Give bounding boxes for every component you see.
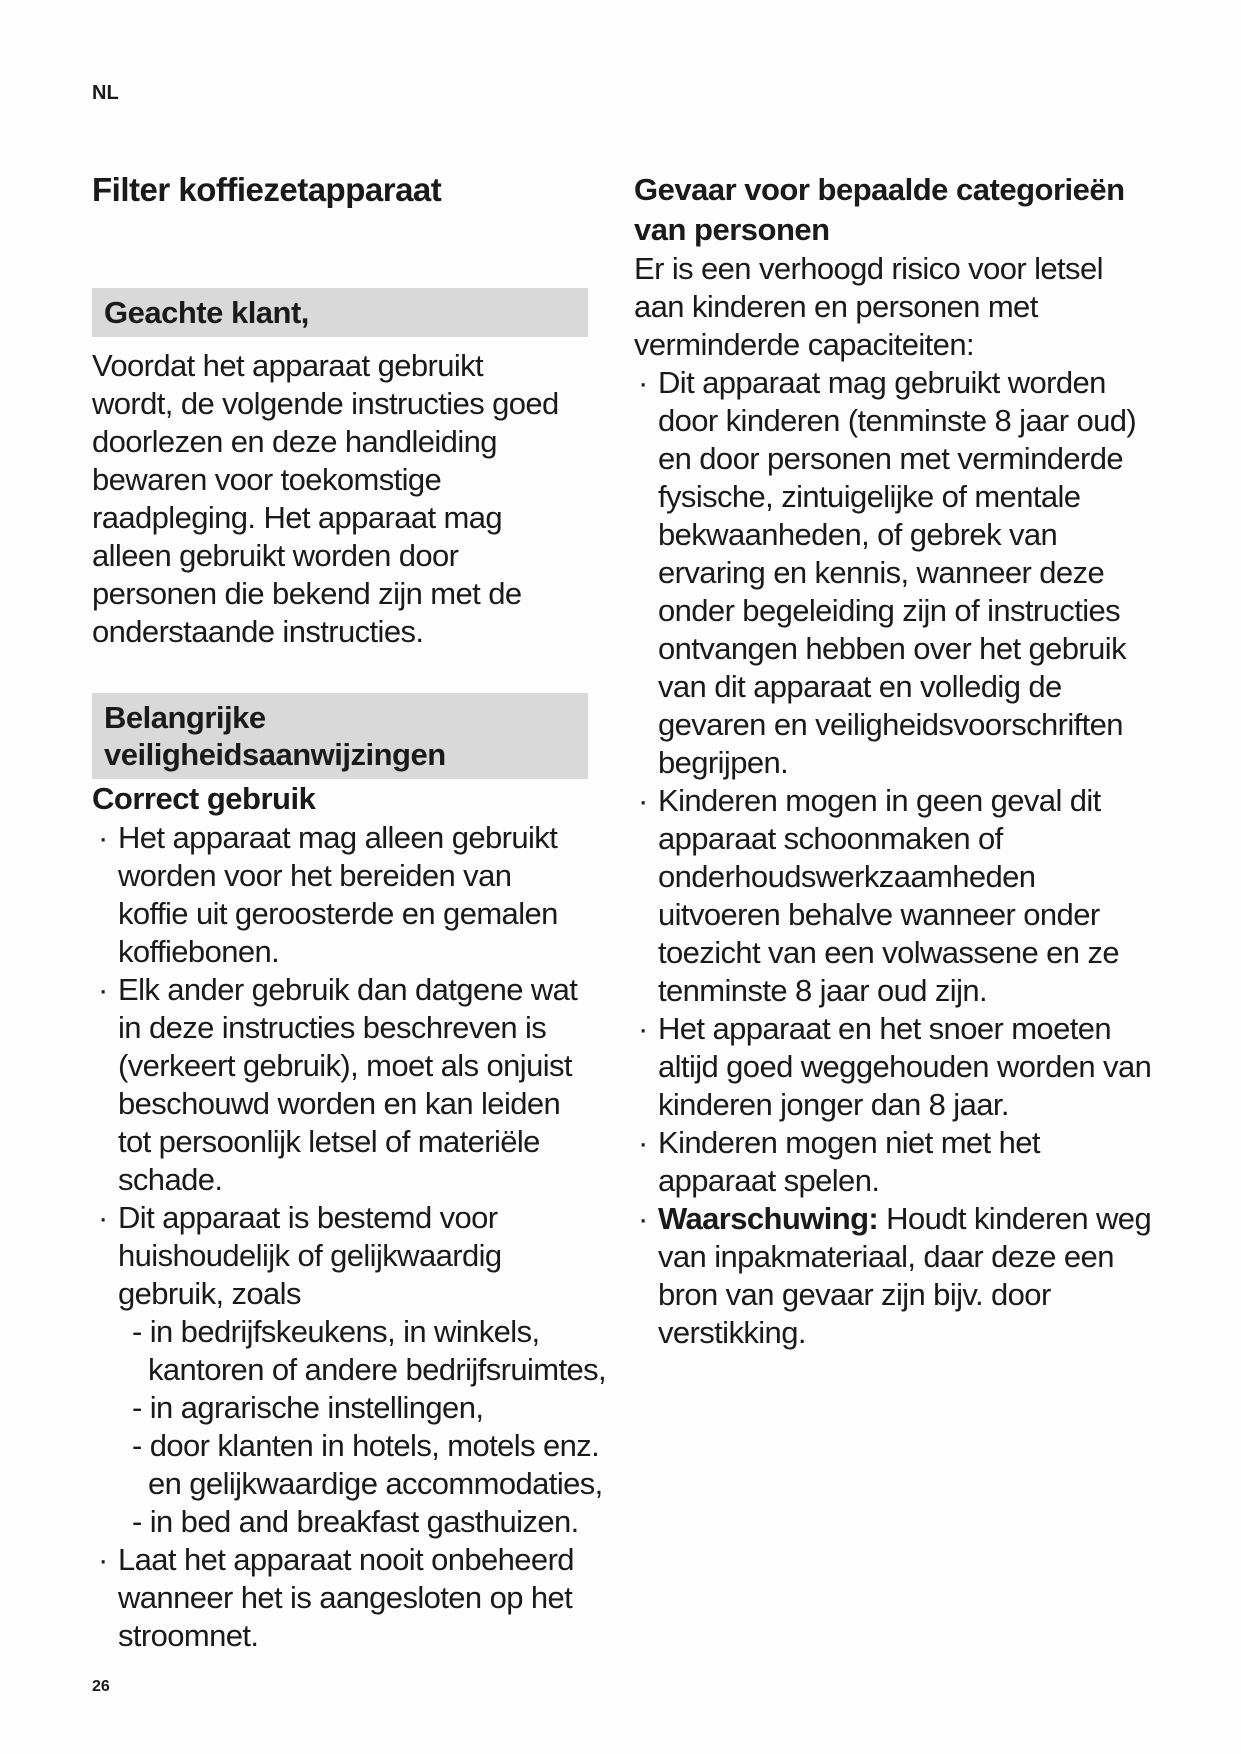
usage-sub-list bbox=[118, 1313, 622, 1541]
language-code: NL bbox=[92, 82, 119, 104]
safety-heading: Belangrijke veiligheidsaanwijzingen bbox=[92, 693, 588, 779]
warning-item: · Waarschuwing: Houdt kinderen weg van inpakmateriaal, daar deze een bron van gevaar zijn bijv. door verstikking. bbox=[638, 1201, 1152, 1350]
list-item: · Elk ander gebruik dan datgene wat in deze instructies beschreven is (verkeert gebruik), moet als onjuist beschouwd worden en kan leiden tot persoonlijk letsel of materiële schade. bbox=[98, 972, 578, 1198]
sub-list-item: - door klanten in hotels, motels enz. en gelijkwaardige accommodaties, bbox=[132, 1428, 603, 1502]
dear-customer-text: Voordat het apparaat gebruikt wordt, de volgende instructies goed doorlezen en deze handleiding bewaren voor toekomstige raadpleging. Het apparaat mag alleen gebruikt worden door personen die bekend zijn met de onderstaande instructies. bbox=[92, 347, 559, 649]
list-item-text: Kinderen mogen niet met het apparaat spelen. bbox=[658, 1125, 1040, 1198]
list-item: · Kinderen mogen in geen geval dit apparaat schoonmaken of onderhoudswerkzaamheden uitvoeren behalve wanneer onder toezicht van een volwassene en ze tenminste 8 jaar oud zijn. bbox=[638, 783, 1120, 1008]
correct-use-list bbox=[92, 819, 607, 1655]
list-item-text: Laat het apparaat nooit onbeheerd wanneer het is aangesloten op het stroomnet. bbox=[118, 1542, 574, 1654]
page-number: 26 bbox=[92, 1678, 110, 1695]
list-item-text: Dit apparaat is bestemd voor huishoudelijk of gelijkwaardig gebruik, zoals bbox=[118, 1200, 502, 1312]
dear-customer-heading: Geachte klant, bbox=[92, 288, 588, 337]
risk-heading: Gevaar voor bepaalde categorieën van personen bbox=[634, 172, 1125, 247]
list-item: · Kinderen mogen niet met het apparaat spelen. bbox=[638, 1125, 1040, 1198]
sub-list-item: - in agrarische instellingen, bbox=[132, 1390, 484, 1426]
left-column bbox=[92, 170, 612, 1655]
list-item: · Dit apparaat is bestemd voor huishoudelijk of gelijkwaardig gebruik, zoals - in bedrijfskeukens, in winkels, kantoren of andere bedrijfsruimtes, - in agrarische instellingen, - door klanten in hotels, motels enz. en gelijkwaardige accommodaties, - in bed and breakfast gasthuizen. bbox=[118, 1199, 588, 1541]
list-item-text: Dit apparaat mag gebruikt worden door kinderen (tenminste 8 jaar oud) en door personen met verminderde fysische, zintuigelijke of mentale bekwaanheden, of gebrek van ervaring en kennis, wanneer deze onder begeleiding zijn of instructies ontvangen hebben over het gebruik van dit apparaat en volledig de gevaren en veiligheidsvoorschriften begrijpen. bbox=[658, 365, 1137, 780]
list-item: · Het apparaat en het snoer moeten altijd goed weggehouden worden van kinderen jonger dan 8 jaar. bbox=[638, 1011, 1152, 1122]
risk-list bbox=[634, 364, 1158, 1200]
list-item-text: Het apparaat en het snoer moeten altijd goed weggehouden worden van kinderen jonger dan 8 jaar. bbox=[658, 1011, 1152, 1122]
sub-list-item: - in bedrijfskeukens, in winkels, kantoren of andere bedrijfsruimtes, bbox=[132, 1314, 607, 1388]
risk-intro: Er is een verhoogd risico voor letsel aan kinderen en personen met verminderde capaciteiten: bbox=[634, 251, 1103, 362]
list-item-text: Kinderen mogen in geen geval dit apparaat schoonmaken of onderhoudswerkzaamheden uitvoeren behalve wanneer onder toezicht van een volwassene en ze tenminste 8 jaar oud zijn. bbox=[658, 783, 1120, 1008]
warning-text: Houdt kinderen weg van inpakmateriaal, daar deze een bron van gevaar zijn bijv. door verstikking. bbox=[658, 1201, 1152, 1350]
list-item-text: Het apparaat mag alleen gebruikt worden voor het bereiden van koffie uit geroosterde en gemalen koffiebonen. bbox=[118, 820, 558, 970]
list-item-text: Elk ander gebruik dan datgene wat in deze instructies beschreven is (verkeert gebruik), moet als onjuist beschouwd worden en kan leiden tot persoonlijk letsel of materiële schade. bbox=[118, 972, 578, 1198]
list-item: · Laat het apparaat nooit onbeheerd wanneer het is aangesloten op het stroomnet. bbox=[98, 1542, 574, 1654]
correct-use-subheading: Correct gebruik bbox=[92, 781, 316, 817]
document-title: Filter koffiezetapparaat bbox=[92, 171, 442, 208]
warning-label: Waarschuwing: bbox=[658, 1201, 879, 1236]
sub-list-item: - in bed and breakfast gasthuizen. bbox=[132, 1504, 579, 1540]
right-column bbox=[634, 170, 1154, 1352]
list-item: · Dit apparaat mag gebruikt worden door kinderen (tenminste 8 jaar oud) en door personen met verminderde fysische, zintuigelijke of mentale bekwaanheden, of gebrek van ervaring en kennis, wanneer deze onder begeleiding zijn of instructies ontvangen hebben over het gebruik van dit apparaat en volledig de gevaren en veiligheidsvoorschriften begrijpen. bbox=[638, 365, 1137, 780]
warning-list bbox=[634, 1200, 1158, 1352]
list-item: · Het apparaat mag alleen gebruikt worden voor het bereiden van koffie uit geroosterde en gemalen koffiebonen. bbox=[98, 820, 558, 970]
